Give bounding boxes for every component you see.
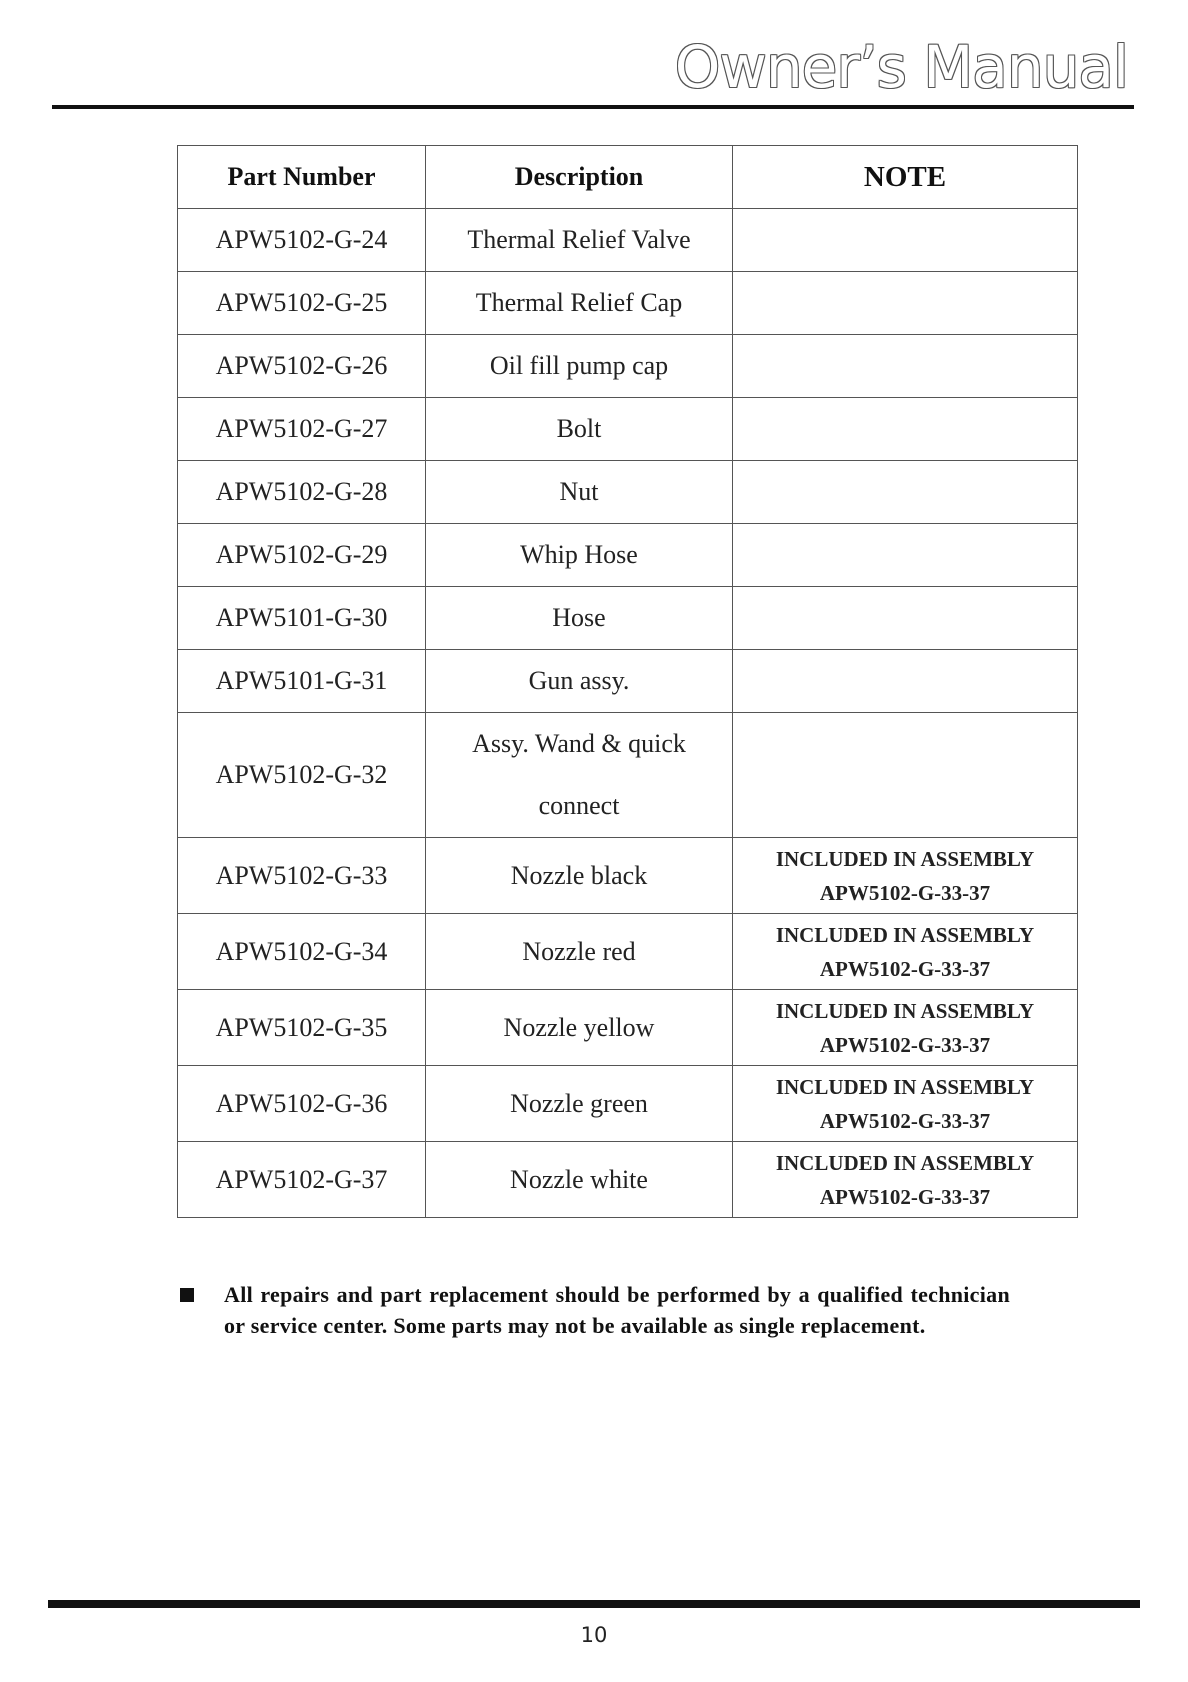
page-number: 10 [580,1623,608,1647]
table-row [178,838,1078,914]
note-cell: INCLUDED IN ASSEMBLY APW5102-G-33-37 [733,1066,1078,1142]
description-cell: Thermal Relief Valve [426,209,733,272]
part-number-cell: APW5102-G-25 [178,272,426,335]
column-header-note: NOTE [733,146,1078,209]
part-number-cell: APW5102-G-24 [178,209,426,272]
table-row [178,398,1078,461]
note-cell [733,461,1078,524]
header-divider [52,105,1134,109]
note-cell [733,587,1078,650]
parts-table [177,145,1078,1218]
description-cell: Nut [426,461,733,524]
table-row [178,335,1078,398]
part-number-cell: APW5102-G-36 [178,1066,426,1142]
note-cell: INCLUDED IN ASSEMBLY APW5102-G-33-37 [733,990,1078,1066]
part-number-cell: APW5102-G-29 [178,524,426,587]
table-row [178,524,1078,587]
description-cell: Bolt [426,398,733,461]
table-row [178,587,1078,650]
description-cell: Oil fill pump cap [426,335,733,398]
table-row [178,209,1078,272]
description-cell: Nozzle white [426,1142,733,1218]
description-cell: Nozzle red [426,914,733,990]
part-number-cell: APW5102-G-32 [178,713,426,838]
description-cell: Assy. Wand & quick connect [426,713,733,838]
table-header-row [178,146,1078,209]
description-cell: Gun assy. [426,650,733,713]
part-number-cell: APW5102-G-33 [178,838,426,914]
table-row [178,272,1078,335]
column-header-description: Description [426,146,733,209]
part-number-cell: APW5101-G-30 [178,587,426,650]
note-cell [733,272,1078,335]
part-number-cell: APW5102-G-35 [178,990,426,1066]
note-cell [733,524,1078,587]
note-cell [733,650,1078,713]
part-number-cell: APW5102-G-28 [178,461,426,524]
note-cell: INCLUDED IN ASSEMBLY APW5102-G-33-37 [733,1142,1078,1218]
column-header-part-number: Part Number [178,146,426,209]
note-cell [733,713,1078,838]
description-cell: Nozzle black [426,838,733,914]
page-header-title: Owner’s Manual [674,33,1128,101]
part-number-cell: APW5102-G-34 [178,914,426,990]
note-cell [733,398,1078,461]
part-number-cell: APW5102-G-27 [178,398,426,461]
service-note [180,1279,1010,1341]
part-number-cell: APW5102-G-37 [178,1142,426,1218]
note-cell [733,335,1078,398]
part-number-cell: APW5101-G-31 [178,650,426,713]
note-cell: INCLUDED IN ASSEMBLY APW5102-G-33-37 [733,914,1078,990]
description-cell: Nozzle yellow [426,990,733,1066]
footer-divider [48,1600,1140,1608]
note-cell: INCLUDED IN ASSEMBLY APW5102-G-33-37 [733,838,1078,914]
description-cell: Nozzle green [426,1066,733,1142]
note-cell [733,209,1078,272]
square-bullet-icon [180,1288,194,1302]
table-row [178,650,1078,713]
table-row [178,914,1078,990]
description-cell: Thermal Relief Cap [426,272,733,335]
description-cell: Hose [426,587,733,650]
table-row [178,713,1078,838]
table-row [178,990,1078,1066]
description-cell: Whip Hose [426,524,733,587]
table-row [178,461,1078,524]
part-number-cell: APW5102-G-26 [178,335,426,398]
table-row [178,1066,1078,1142]
service-note-text: All repairs and part replacement should be performed by a qualified technician or service center. Some parts may not be available as single replacement. [224,1282,1010,1338]
table-row [178,1142,1078,1218]
